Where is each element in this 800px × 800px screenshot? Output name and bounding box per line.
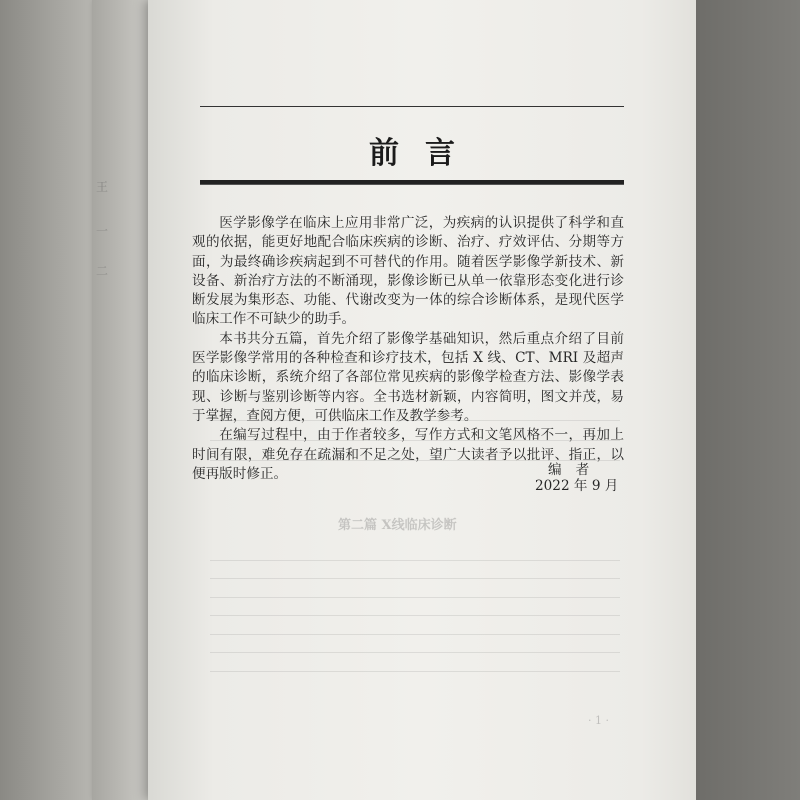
bleed-through-line xyxy=(210,634,620,635)
page-title: 前言 xyxy=(369,136,481,171)
bleed-through-line xyxy=(210,671,620,672)
bleed-through-line xyxy=(210,615,620,616)
underlying-page-glyph: 二 xyxy=(96,264,109,278)
bleed-through-line xyxy=(210,597,620,598)
preface-paragraph-1: 医学影像学在临床上应用非常广泛，为疾病的认识提供了科学和直观的依据，能更好地配合临床疾病的诊断、治疗、疗效评估、分期等方面，为最终确诊疾病起到不可替代的作用。随着医学影像学新技术、新设备、新治疗方法的不断涌现，影像诊断已从单一依靠形态变化进行诊断发展为集形态、功能、代谢改变为一体的综合诊断体系，是现代医学临床工作不可缺少的助手。 xyxy=(192,215,624,328)
preface-signature: 编者 xyxy=(548,462,604,478)
bleed-through-line xyxy=(210,578,620,579)
underlying-page-glyph: 一 xyxy=(96,224,109,238)
bleed-through-line xyxy=(210,652,620,653)
underlying-page-glyph: 王 xyxy=(96,180,109,194)
header-rule-thick xyxy=(200,180,624,185)
bleed-through-heading: 第二篇 X线临床诊断 xyxy=(338,518,457,533)
preface-paragraph-2: 本书共分五篇，首先介绍了影像学基础知识，然后重点介绍了目前医学影像学常用的各种检查和诊疗技术，包括 X 线、CT、MRI 及超声的临床诊断，系统介绍了各部位常见疾病的影像学检查方法、影像学表现、诊断与鉴别诊断等内容。全书选材新颖，内容简明，图文并茂，易于掌握，查阅方便，可供临床工作及教学参考。 xyxy=(192,330,624,424)
bleed-through-line xyxy=(210,560,620,561)
bleed-through-page-number: · 1 · xyxy=(588,714,609,727)
preface-body xyxy=(192,214,624,484)
background-right xyxy=(696,0,800,800)
preface-paragraph-3: 在编写过程中，由于作者较多，写作方式和文笔风格不一，再加上时间有限，难免存在疏漏和不足之处，望广大读者予以批评、指正，以便再版时修正。 xyxy=(192,427,624,482)
preface-date: 2022 年 9 月 xyxy=(535,478,619,494)
header-rule-thin xyxy=(200,106,624,107)
